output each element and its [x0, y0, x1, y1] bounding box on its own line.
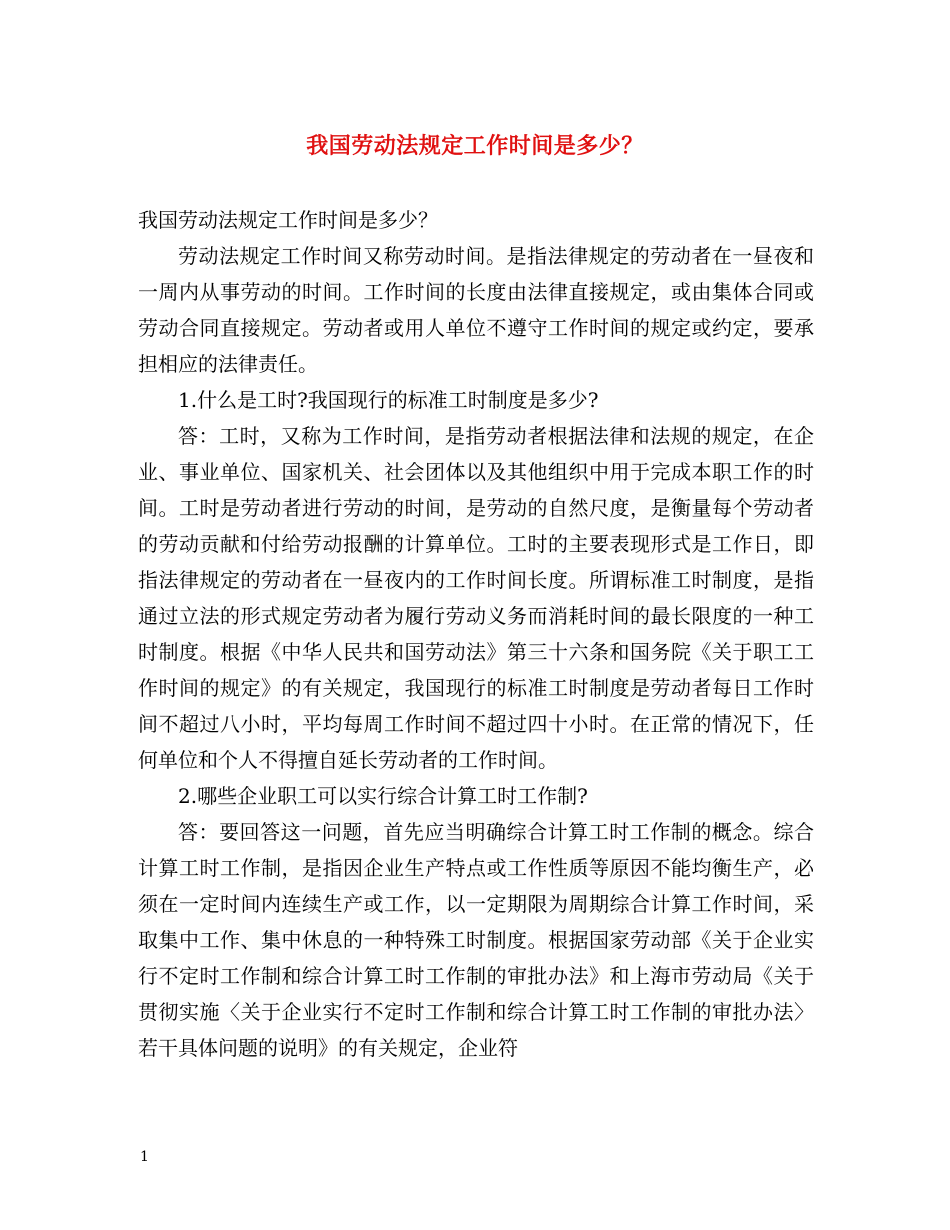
paragraph-0: 我国劳动法规定工作时间是多少？	[138, 208, 438, 232]
question-1-heading: 1.什么是工时?我国现行的标准工时制度是多少?	[178, 388, 599, 412]
document-body	[138, 202, 814, 1066]
question-2-heading: 2.哪些企业职工可以实行综合计算工时工作制?	[178, 784, 588, 808]
document-title: 我国劳动法规定工作时间是多少？	[306, 133, 644, 159]
answer-2-paragraph: 答：要回答这一问题，首先应当明确综合计算工时工作制的概念。综合计算工时工作制，是指因企业生产特点或工作性质等原因不能均衡生产，必须在一定时间内连续生产或工作，以一定期限为周期综合计算工作时间，采取集中工作、集中休息的一种特殊工时制度。根据国家劳动部《关于企业实行不定时工作制和综合计算工时工作制的审批办法》和上海市劳动局《关于贯彻实施〈关于企业实行不定时工作制和综合计算工时工作制的审批办法〉若干具体问题的说明》的有关规定，企业符	[138, 820, 814, 1060]
answer-1-paragraph: 答：工时，又称为工作时间，是指劳动者根据法律和法规的规定，在企业、事业单位、国家机关、社会团体以及其他组织中用于完成本职工作的时间。工时是劳动者进行劳动的时间，是劳动的自然尺度，是衡量每个劳动者的劳动贡献和付给劳动报酬的计算单位。工时的主要表现形式是工作日，即指法律规定的劳动者在一昼夜内的工作时间长度。所谓标准工时制度，是指通过立法的形式规定劳动者为履行劳动义务而消耗时间的最长限度的一种工时制度。根据《中华人民共和国劳动法》第三十六条和国务院《关于职工工作时间的规定》的有关规定，我国现行的标准工时制度是劳动者每日工作时间不超过八小时，平均每周工作时间不超过四十小时。在正常的情况下，任何单位和个人不得擅自延长劳动者的工作时间。	[138, 424, 814, 772]
page-number: 1	[140, 1149, 149, 1165]
paragraph-1: 劳动法规定工作时间又称劳动时间。是指法律规定的劳动者在一昼夜和一周内从事劳动的时间。工作时间的长度由法律直接规定，或由集体合同或劳动合同直接规定。劳动者或用人单位不遵守工作时间的规定或约定，要承担相应的法律责任。	[138, 244, 814, 376]
